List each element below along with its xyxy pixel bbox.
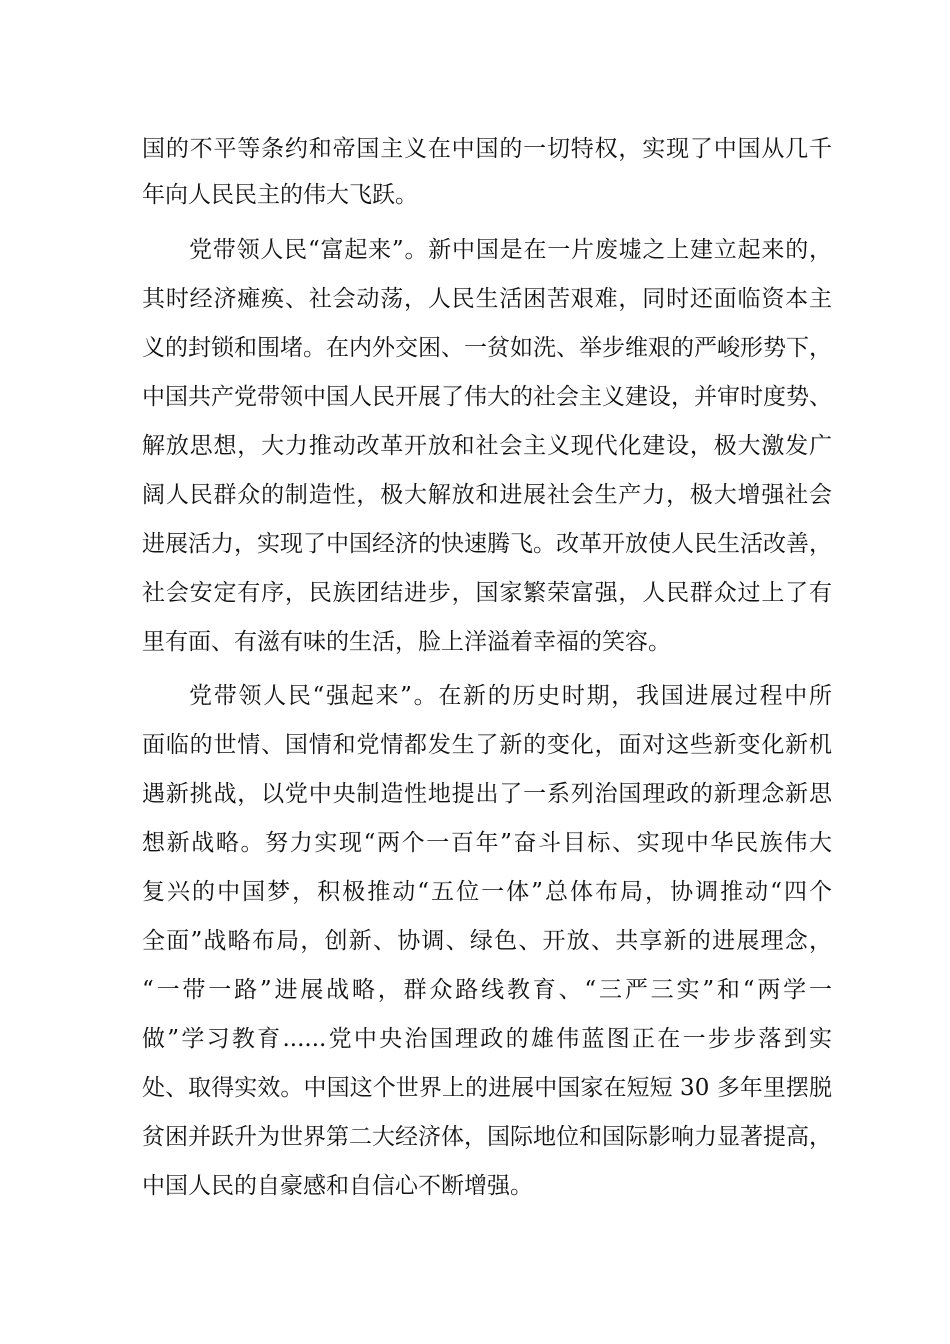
text-line: 其时经济瘫痪、社会动荡，人民生活困苦艰难，同时还面临资本主 [142,286,832,312]
text-line: 全面”战略布局，创新、协调、绿色、开放、共享新的进展理念， [142,928,832,954]
text-line: 义的封锁和围堵。在内外交困、一贫如洗、举步维艰的严峻形势下， [142,335,832,361]
paragraph-first-line: 党带领人民“富起来”。新中国是在一片废墟之上建立起来的， [189,237,832,263]
text-line: “一带一路”进展战略，群众路线教育、“三严三实”和“两学一 [142,977,832,1003]
text-line: 贫困并跃升为世界第二大经济体，国际地位和国际影响力显著提高， [142,1124,832,1150]
text-line: 想新战略。努力实现“两个一百年”奋斗目标、实现中华民族伟大 [142,830,832,856]
text-line: 处、取得实效。中国这个世界上的进展中国家在短短 30 多年里摆脱 [142,1075,832,1101]
text-line: 解放思想，大力推动改革开放和社会主义现代化建设，极大激发广 [142,433,832,459]
text-line: 复兴的中国梦，积极推动“五位一体”总体布局，协调推动“四个 [142,879,832,905]
text-line: 国的不平等条约和帝国主义在中国的一切特权，实现了中国从几千 [142,136,832,162]
paragraph-first-line: 党带领人民“强起来”。在新的历史时期，我国进展过程中所 [189,683,832,709]
text-line: 阔人民群众的制造性，极大解放和进展社会生产力，极大增强社会 [142,482,832,508]
text-line: 里有面、有滋有味的生活，脸上洋溢着幸福的笑容。 [142,629,671,655]
text-line: 中国人民的自豪感和自信心不断增强。 [142,1173,533,1199]
text-line: 做”学习教育......党中央治国理政的雄伟蓝图正在一步步落到实 [142,1026,832,1052]
text-line: 进展活力，实现了中国经济的快速腾飞。改革开放使人民生活改善， [142,531,832,557]
text-line: 中国共产党带领中国人民开展了伟大的社会主义建设，并审时度势、 [142,384,832,410]
text-line: 遇新挑战，以党中央制造性地提出了一系列治国理政的新理念新思 [142,781,832,807]
text-line: 面临的世情、国情和党情都发生了新的变化，面对这些新变化新机 [142,732,832,758]
text-line: 年向人民民主的伟大飞跃。 [142,182,418,208]
text-line: 社会安定有序，民族团结进步，国家繁荣富强，人民群众过上了有 [142,580,832,606]
